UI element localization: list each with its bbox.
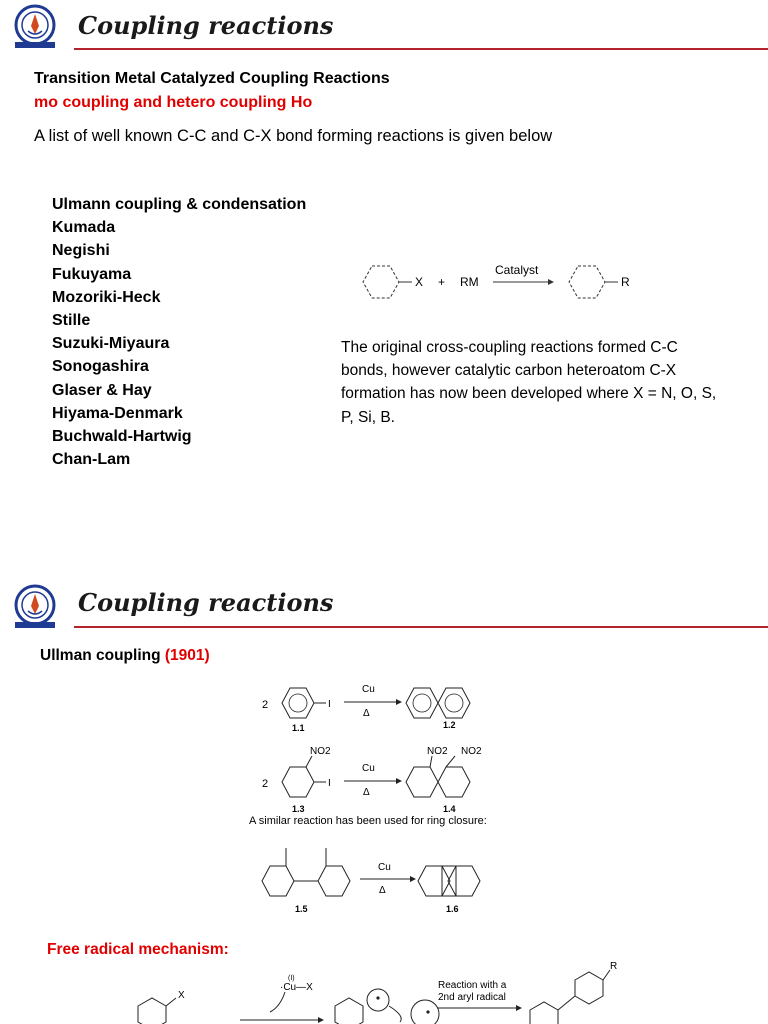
scheme-reagent: RM — [460, 275, 479, 289]
scheme2-iodo: I — [328, 778, 331, 789]
scheme-plus: + — [438, 275, 446, 289]
reaction-item: Sonogashira — [52, 358, 149, 376]
label-1-3: 1.3 — [292, 804, 305, 814]
scheme1-reagent: Cu — [362, 684, 375, 695]
ullman-heading — [40, 647, 210, 665]
label-1-6: 1.6 — [446, 904, 459, 914]
mechanism-heading: Free radical mechanism: — [47, 941, 229, 958]
mechanism-note-line2: 2nd aryl radical — [438, 992, 506, 1003]
scheme1-coeff: 2 — [262, 699, 269, 711]
scheme2-nitro-left: NO2 — [427, 746, 448, 757]
institute-logo-icon — [12, 584, 58, 630]
reaction-item: Ulmann coupling & condensation — [52, 196, 307, 213]
reaction-item: Chan-Lam — [52, 451, 131, 469]
scheme2-heat: Δ — [363, 787, 370, 798]
reaction-item: Stille — [52, 312, 91, 330]
label-1-2: 1.2 — [443, 720, 456, 730]
slide-title: Coupling reactions — [78, 588, 334, 617]
scheme2-nitro-right: NO2 — [461, 746, 482, 757]
description-paragraph: The original cross-coupling reactions formed C-C bonds, however catalytic carbon heteroatom C-X formation has now been developed where X = N, O, S, P, Si, B. — [341, 339, 717, 426]
scheme-catalyst: Catalyst — [495, 263, 539, 277]
reaction-item: Fukuyama — [52, 265, 132, 283]
mechanism-r-label: R — [610, 962, 618, 972]
reaction-item: Suzuki-Miyaura — [52, 335, 170, 353]
reaction-item: Glaser & Hay — [52, 381, 152, 399]
reaction-list — [52, 193, 306, 471]
reaction-item: Mozoriki-Heck — [52, 288, 161, 306]
ullman-scheme-1 — [250, 673, 510, 735]
scheme2-coeff: 2 — [262, 778, 269, 790]
ullman-scheme-2 — [250, 738, 510, 816]
ullman-heading-text: Ullman coupling — [40, 647, 161, 664]
subtitle: Transition Metal Catalyzed Coupling Reactions — [34, 70, 390, 87]
intro-text: A list of well known C-C and C-X bond forming reactions is given below — [34, 127, 553, 145]
reaction-item: Kumada — [52, 219, 116, 237]
cross-coupling-scheme — [350, 260, 650, 316]
scheme2-reagent: Cu — [362, 763, 375, 774]
ring-closure-note: A similar reaction has been used for ring closure: — [249, 815, 487, 827]
title-rule — [74, 48, 768, 50]
label-1-1: 1.1 — [292, 723, 305, 733]
reaction-item: Hiyama-Denmark — [52, 404, 183, 422]
scheme1-heat: Δ — [363, 708, 370, 719]
reaction-item: Buchwald-Hartwig — [52, 428, 192, 446]
scheme2-nitro: NO2 — [310, 746, 331, 757]
title-rule — [74, 626, 768, 628]
scheme1-iodo: I — [328, 699, 331, 710]
reaction-item: Negishi — [52, 242, 110, 260]
slide-title: Coupling reactions — [78, 11, 334, 40]
slide-2 — [0, 578, 768, 1024]
institute-logo-icon — [12, 4, 58, 50]
mechanism-halide: X — [178, 990, 185, 1001]
mechanism-cu-oxidation: (I) — [288, 975, 295, 982]
scheme-x-label: X — [415, 275, 424, 289]
label-1-4: 1.4 — [443, 804, 456, 814]
ullman-year: (1901) — [164, 647, 210, 664]
scheme3-heat: Δ — [379, 885, 386, 896]
label-1-5: 1.5 — [295, 904, 308, 914]
mechanism-note-line1: Reaction with a — [438, 980, 507, 991]
subtitle-red: mo coupling and hetero coupling Ho — [34, 94, 313, 111]
scheme-r-label: R — [621, 275, 630, 289]
ring-closure-scheme — [250, 840, 510, 914]
mechanism-cu-species: ·Cu—X — [280, 982, 313, 993]
scheme3-reagent: Cu — [378, 862, 391, 873]
radical-mechanism-scheme — [120, 962, 680, 1024]
